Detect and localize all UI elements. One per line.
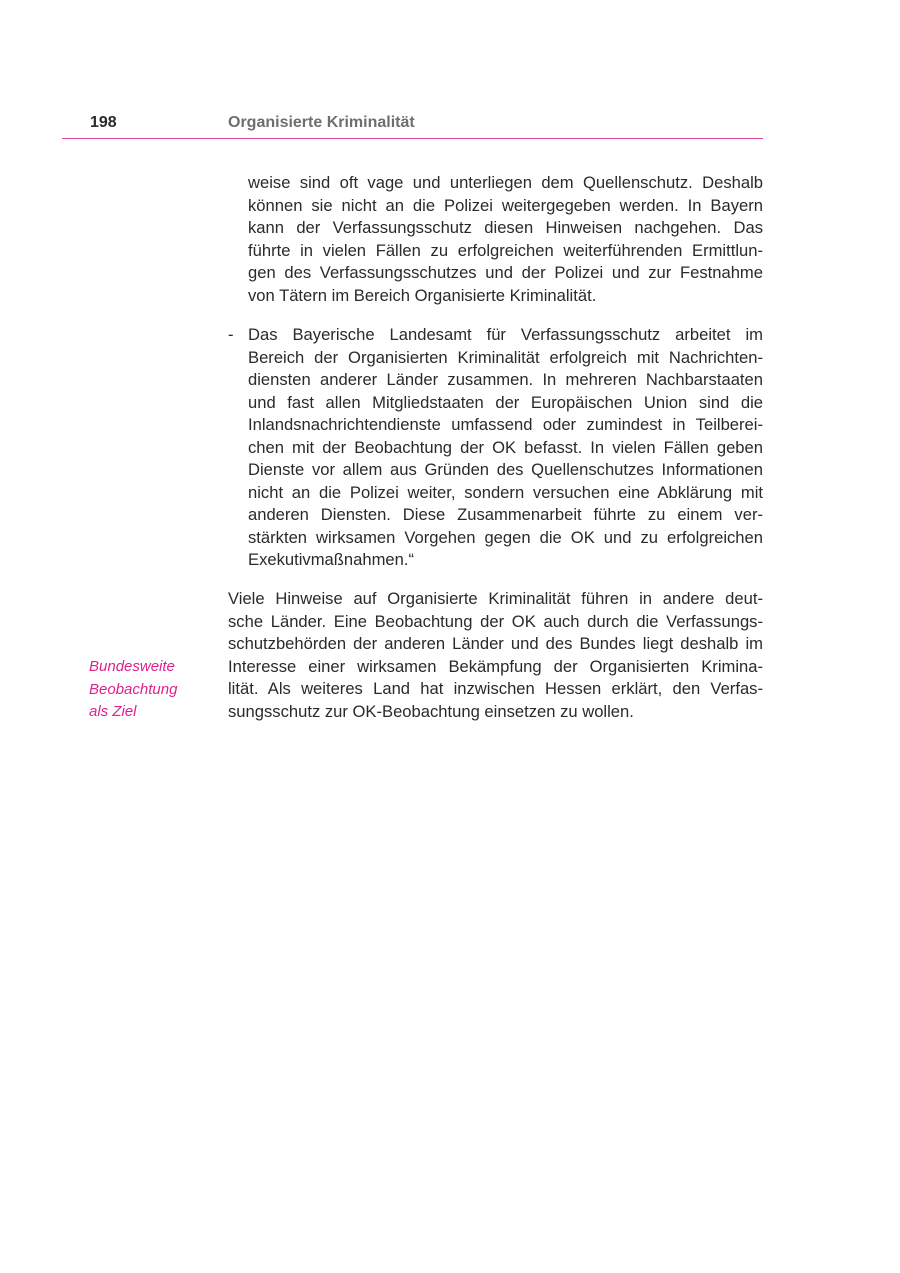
text-line: sche Länder. Eine Beobachtung der OK auch durch die Verfassungs- [228,611,763,631]
text-line: lität. Als weiteres Land hat inzwischen Hessen erklärt, den Verfas- [228,679,763,698]
page-header [62,112,763,139]
running-title: Organisierte Kriminalität [228,114,415,131]
bullet-text [248,324,763,572]
margin-note-line: Bundesweite [89,658,175,675]
text-line: sungsschutz zur OK-Beobachtung einsetzen zu wollen. [228,701,634,721]
text-line: nicht an die Polizei weiter, sondern versuchen eine Abklärung mit [248,482,763,502]
text-line: chen mit der Beobachtung der OK befasst. In vielen Fällen geben [248,437,763,457]
text-line: Bereich der Organisierten Kriminalität erfolgreich mit Nachrichten- [248,347,763,367]
text-line: weise sind oft vage und unterliegen dem Quellenschutz. Deshalb [248,173,763,192]
text-line: Exekutivmaßnahmen.“ [248,550,415,569]
text-line: und fast allen Mitgliedstaaten der Europäischen Union sind die [248,392,763,412]
text-line: von Tätern im Bereich Organisierte Kriminalität. [248,285,597,305]
text-line: Interesse einer wirksamen Bekämpfung der Organisierten Krimina- [228,656,763,676]
margin-note-line: Beobachtung [89,680,178,698]
text-line: stärkten wirksamen Vorgehen gegen die OK und zu erfolgreichen [248,527,763,547]
text-line: Dienste vor allem aus Gründen des Quellenschutzes Informationen [248,460,763,479]
text-line: Inlandsnachrichtendienste umfassend oder zumindest in Teilberei- [248,415,763,434]
text-line: gen des Verfassungsschutzes und der Polizei und zur Festnahme [248,263,763,282]
bullet-dash: - [228,325,234,344]
text-line: Viele Hinweise auf Organisierte Kriminalität führen in andere deut- [228,589,763,608]
text-line: diensten anderer Länder zusammen. In mehreren Nachbarstaaten [248,370,763,389]
text-line: kann der Verfassungsschutz diesen Hinweisen nachgehen. Das [248,218,763,237]
page-number: 198 [90,114,117,131]
text-line: anderen Diensten. Diese Zusammenarbeit führte zu einem ver- [248,505,763,524]
text-line: Das Bayerische Landesamt für Verfassungsschutz arbeitet im [248,325,763,344]
continued-paragraph [248,172,763,307]
main-paragraph [228,588,763,723]
margin-note-line: als Ziel [89,703,137,720]
text-line: schutzbehörden der anderen Länder und des Bundes liegt deshalb im [228,634,763,653]
margin-note [89,656,209,724]
text-line: können sie nicht an die Polizei weitergegeben werden. In Bayern [248,195,763,215]
text-line: führte in vielen Fällen zu erfolgreichen weiterführenden Ermittlun- [248,240,763,260]
